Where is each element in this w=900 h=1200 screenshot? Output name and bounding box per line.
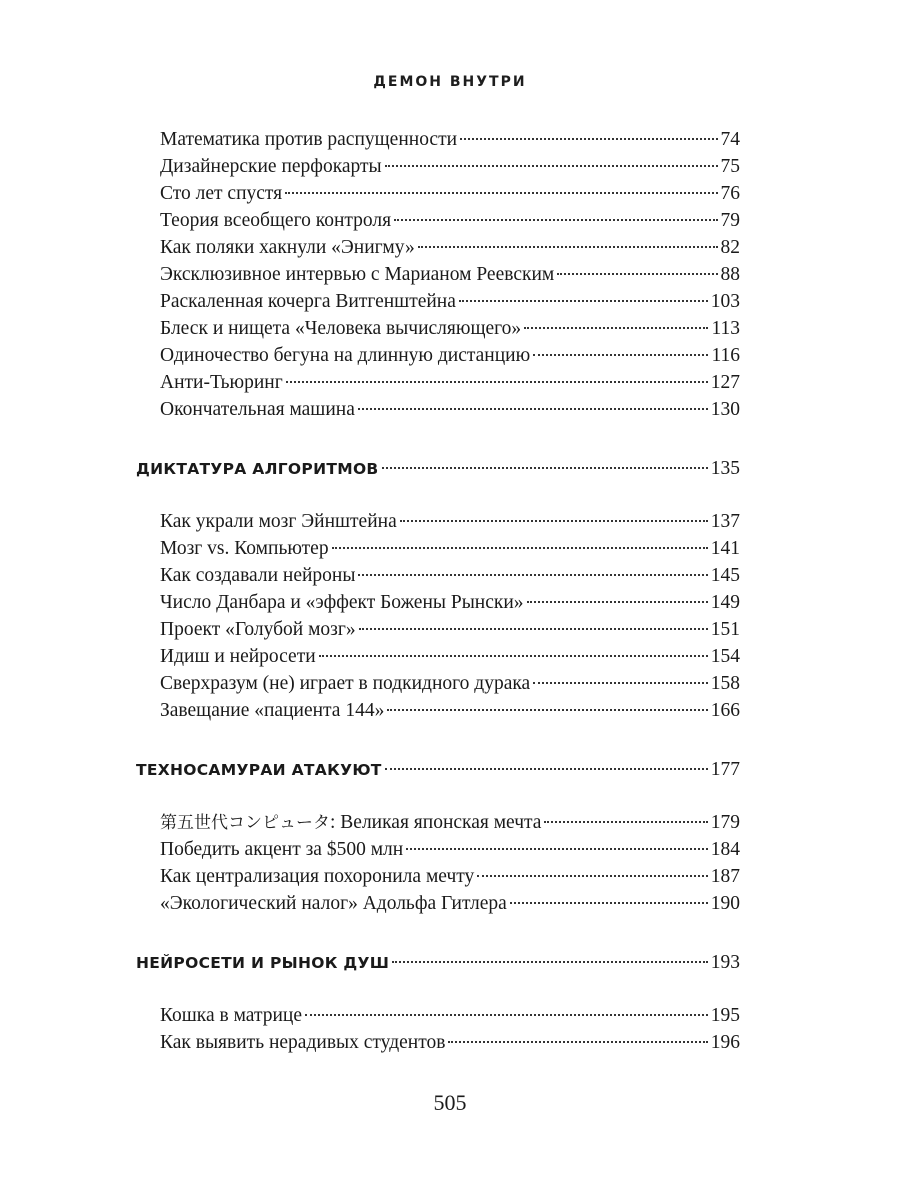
toc-entry-title: Эксклюзивное интервью с Марианом Реевским <box>160 264 555 285</box>
toc-entry-title: Как поляки хакнули «Энигму» <box>160 237 415 258</box>
dot-leader <box>332 547 708 549</box>
spacer <box>136 724 740 756</box>
toc-section-title: ДИКТАТУРА АЛГОРИТМОВ <box>136 460 379 478</box>
dot-leader <box>460 138 717 140</box>
toc-entry <box>136 890 740 917</box>
spacer <box>136 917 740 949</box>
toc-entry <box>136 863 740 890</box>
toc-entry <box>136 396 740 423</box>
toc-entry-page: 79 <box>720 210 740 231</box>
spacer <box>136 423 740 455</box>
dot-leader <box>387 709 707 711</box>
toc-entry <box>136 616 740 643</box>
dot-leader <box>385 165 718 167</box>
toc-entry-title: Теория всеобщего контроля <box>160 210 392 231</box>
toc-entry-title: Блеск и нищета «Человека вычисляющего» <box>160 318 522 339</box>
toc-entry <box>136 535 740 562</box>
toc-entry-title: Дизайнерские перфокарты <box>160 156 382 177</box>
toc-section-heading <box>136 756 740 783</box>
toc-section-heading <box>136 949 740 976</box>
toc-entry <box>136 126 740 153</box>
toc-entry <box>136 508 740 535</box>
spacer <box>136 482 740 508</box>
toc-entry-page: 151 <box>710 619 740 640</box>
toc-entry-page: 154 <box>710 646 740 667</box>
toc-entry-title: Кошка в матрице <box>160 1005 302 1026</box>
toc-entry <box>136 153 740 180</box>
toc-entry-page: 149 <box>710 592 740 613</box>
toc-entry-page: 82 <box>720 237 740 258</box>
toc-entry-page: 179 <box>710 812 740 833</box>
toc-entry <box>136 315 740 342</box>
toc-entry-title <box>160 809 541 837</box>
toc-entry <box>136 809 740 836</box>
toc-entry-page: 141 <box>710 538 740 559</box>
toc-entry-title: «Экологический налог» Адольфа Гитлера <box>160 893 507 914</box>
toc-entry <box>136 562 740 589</box>
dot-leader <box>394 219 717 221</box>
toc-entry <box>136 261 740 288</box>
toc-entry <box>136 643 740 670</box>
toc-entry-page: 113 <box>711 318 740 339</box>
toc-entry-title: Анти-Тьюринг <box>160 372 283 393</box>
toc-entry-title: Мозг vs. Компьютер <box>160 538 329 559</box>
toc-entry-title: Раскаленная кочерга Витгенштейна <box>160 291 456 312</box>
toc-entry-title: Проект «Голубой мозг» <box>160 619 356 640</box>
toc-entry <box>136 589 740 616</box>
toc-entry-title: Математика против распущенности <box>160 129 458 150</box>
dot-leader <box>359 628 708 630</box>
toc-entry-title: Окончательная машина <box>160 399 355 420</box>
toc-entry-page: 158 <box>710 673 740 694</box>
toc-entry-page: 103 <box>710 291 740 312</box>
toc-entry-page: 88 <box>720 264 740 285</box>
toc-entry-page: 75 <box>720 156 740 177</box>
dot-leader <box>524 327 708 329</box>
toc-entry-page: 76 <box>720 183 740 204</box>
dot-leader <box>557 273 717 275</box>
dot-leader <box>358 574 707 576</box>
toc-section-heading <box>136 455 740 482</box>
dot-leader <box>385 768 708 770</box>
toc-entry-title: Победить акцент за $500 млн <box>160 839 404 860</box>
toc-entry <box>136 1029 740 1056</box>
dot-leader <box>406 848 708 850</box>
dot-leader <box>510 902 708 904</box>
toc-entry-page: 127 <box>710 372 740 393</box>
dot-leader <box>358 408 708 410</box>
toc-entry-page: 116 <box>711 345 740 366</box>
toc-entry-title: Сверхразум (не) играет в подкидного дурака <box>160 673 531 694</box>
toc-entry-title: Идиш и нейросети <box>160 646 316 667</box>
dot-leader <box>418 246 718 248</box>
toc-entry <box>136 1002 740 1029</box>
dot-leader <box>533 354 708 356</box>
dot-leader <box>459 300 708 302</box>
toc-entry-page: 130 <box>710 399 740 420</box>
toc-section-title: НЕЙРОСЕТИ И РЫНОК ДУШ <box>136 954 390 972</box>
toc-section-page: 177 <box>710 759 740 780</box>
toc-entry-title-japanese: 第五世代コンピュータ <box>160 813 330 833</box>
toc-entry-title: Как выявить нерадивых студентов <box>160 1032 446 1053</box>
dot-leader <box>544 821 707 823</box>
toc-entry-title: Как украли мозг Эйнштейна <box>160 511 397 532</box>
toc-entry <box>136 180 740 207</box>
dot-leader <box>533 682 708 684</box>
spacer <box>136 976 740 1002</box>
toc-entry-page: 74 <box>720 129 740 150</box>
running-head: ДЕМОН ВНУТРИ <box>373 74 527 90</box>
toc-entry-title: Как централизация похоронила мечту <box>160 866 475 887</box>
dot-leader <box>400 520 708 522</box>
toc-entry-page: 166 <box>710 700 740 721</box>
dot-leader <box>286 381 708 383</box>
toc-entry-page: 195 <box>710 1005 740 1026</box>
toc-entry-page: 145 <box>710 565 740 586</box>
dot-leader <box>285 192 717 194</box>
dot-leader <box>382 467 708 469</box>
toc-section-page: 193 <box>710 952 740 973</box>
dot-leader <box>319 655 708 657</box>
dot-leader <box>305 1014 708 1016</box>
toc-entry <box>136 670 740 697</box>
table-of-contents <box>136 126 740 1056</box>
dot-leader <box>392 961 708 963</box>
toc-entry-page: 184 <box>710 839 740 860</box>
toc-entry <box>136 697 740 724</box>
dot-leader <box>477 875 707 877</box>
toc-entry <box>136 288 740 315</box>
toc-entry-title: Завещание «пациента 144» <box>160 700 385 721</box>
toc-section-title: ТЕХНОСАМУРАИ АТАКУЮТ <box>136 761 382 779</box>
toc-entry <box>136 207 740 234</box>
dot-leader <box>448 1041 707 1043</box>
toc-entry-title: Сто лет спустя <box>160 183 283 204</box>
toc-entry <box>136 369 740 396</box>
toc-entry <box>136 836 740 863</box>
toc-entry-title: Как создавали нейроны <box>160 565 356 586</box>
toc-section-page: 135 <box>710 458 740 479</box>
dot-leader <box>527 601 708 603</box>
page-number: 505 <box>433 1090 467 1115</box>
toc-entry-page: 137 <box>710 511 740 532</box>
toc-entry-page: 196 <box>710 1032 740 1053</box>
spacer <box>136 783 740 809</box>
toc-entry-title-russian: : Великая японская мечта <box>330 812 542 833</box>
toc-entry-title: Одиночество бегуна на длинную дистанцию <box>160 345 531 366</box>
toc-entry-page: 190 <box>710 893 740 914</box>
toc-entry <box>136 234 740 261</box>
toc-entry <box>136 342 740 369</box>
toc-entry-page: 187 <box>710 866 740 887</box>
toc-entry-title: Число Данбара и «эффект Божены Рынски» <box>160 592 524 613</box>
